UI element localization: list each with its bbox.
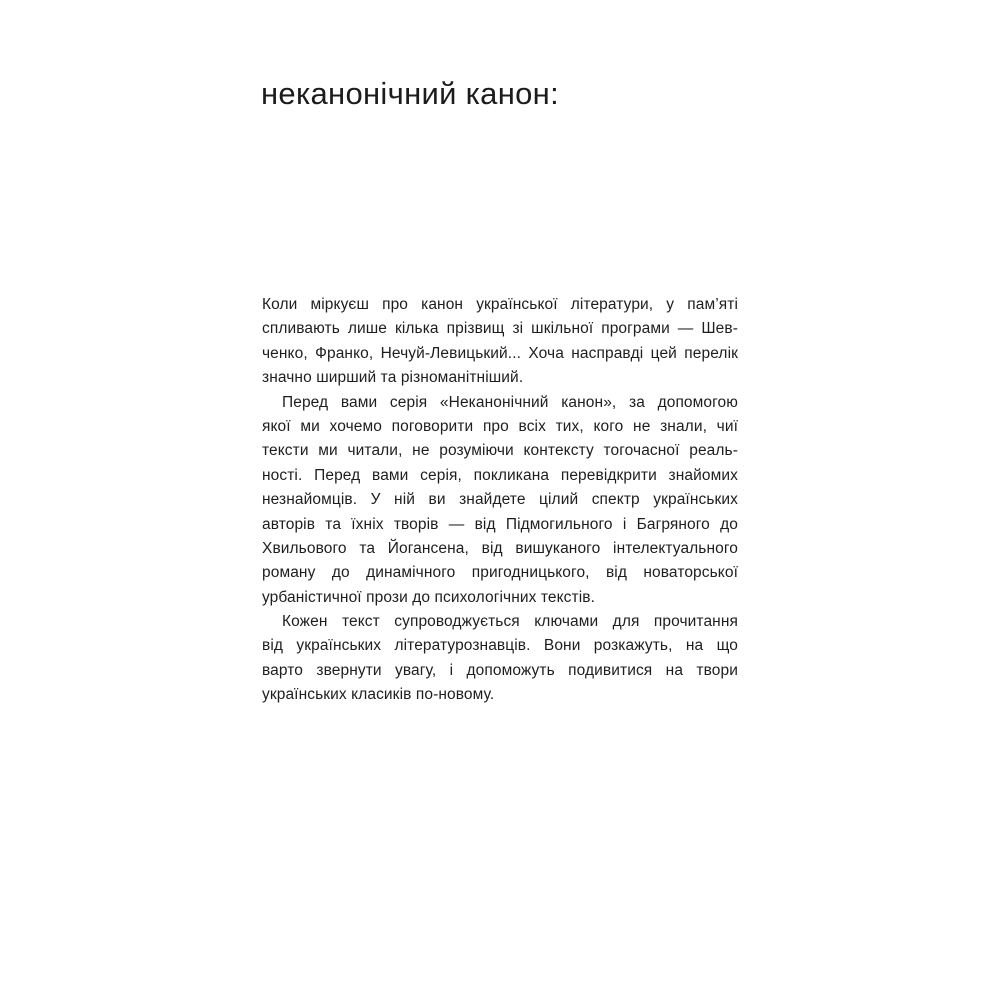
paragraph-2 [262,391,738,611]
paragraph-3 [262,610,738,708]
text-line: якої ми хочемо поговорити про всіх тих, кого не знали, чиї [262,417,738,435]
text-line: Хвильового та Йогансена, від вишуканого інтелектуального [262,539,738,557]
text-line: урбаністичної прози до психологічних текстів. [262,588,595,606]
page-title: неканонічний канон: [261,76,560,111]
text-line: незнайомців. У ній ви знайдете цілий спектр українських [262,491,738,509]
text-line: значно ширший та різноманітніший. [262,369,524,387]
text-line: спливають лише кілька прізвищ зі шкільної програми — Шев- [262,320,738,338]
text-line: українських класиків по-новому. [262,686,495,704]
text-line: від українських літературознавців. Вони розкажуть, на що [262,637,738,655]
text-line: Коли міркуєш про канон української літератури, у пам’яті [262,296,738,313]
text-line: Кожен текст супроводжується ключами для прочитання [282,613,738,631]
paragraph-1 [262,293,738,391]
text-line: Перед вами серія «Неканонічний канон», за допомогою [282,393,738,411]
text-line: варто звернути увагу, і допоможуть подивитися на твори [262,661,738,679]
text-line: ності. Перед вами серія, покликана перевідкрити знайомих [262,466,738,484]
text-line: авторів та їхніх творів — від Підмогильного і Багряного до [262,515,738,533]
text-line: тексти ми читали, не розуміючи контексту тогочасної реаль- [262,442,738,460]
body-text [262,293,738,708]
text-line: ченко, Франко, Нечуй-Левицький... Хоча насправді цей перелік [262,344,738,362]
text-line: роману до динамічного пригодницького, від новаторської [262,564,738,582]
